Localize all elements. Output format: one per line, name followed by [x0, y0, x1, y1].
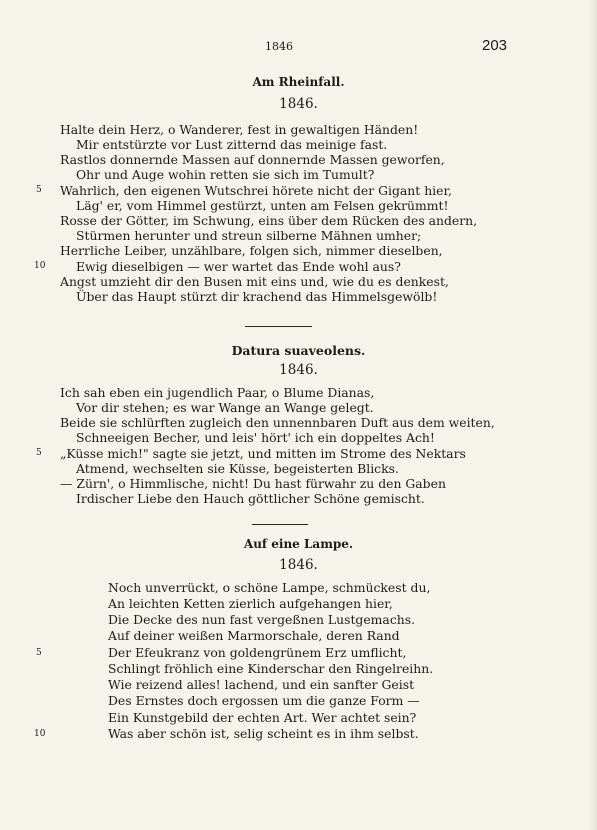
- line-number: 5: [36, 448, 42, 458]
- poem-line: Über das Haupt stürzt dir krachend das Himmelsgewölb!: [76, 289, 438, 304]
- poem-line: Läg' er, vom Himmel gestürzt, unten am Felsen gekrümmt!: [76, 198, 449, 213]
- poem-line: Schneeigen Becher, und leis' hört' ich ein doppeltes Ach!: [76, 430, 435, 445]
- page-header: [0, 37, 597, 58]
- running-header-year: 1846: [265, 40, 293, 53]
- page-number: 203: [482, 37, 508, 54]
- poem-line: Halte dein Herz, o Wanderer, fest in gewaltigen Händen!: [60, 122, 419, 137]
- page-edge-shadow: [589, 0, 597, 830]
- poem-line: Stürmen herunter und streun silberne Mähnen umher;: [76, 228, 422, 243]
- poem-year: 1846.: [279, 557, 318, 573]
- poem-line: Was aber schön ist, selig scheint es in ihm selbst.: [108, 726, 419, 741]
- poem-line: „Küsse mich!" sagte sie jetzt, und mitten im Strome des Nektars: [60, 446, 466, 461]
- line-number: 10: [34, 261, 46, 271]
- line-number: 5: [36, 185, 42, 195]
- poem-line: Angst umzieht dir den Busen mit eins und, wie du es denkest,: [60, 274, 449, 289]
- poem-line: Rastlos donnernde Massen auf donnernde Massen geworfen,: [60, 152, 445, 167]
- poem-line: Ich sah eben ein jugendlich Paar, o Blume Dianas,: [60, 385, 375, 400]
- line-number: 5: [36, 648, 42, 658]
- poem-line: Des Ernstes doch ergossen um die ganze Form —: [108, 693, 420, 708]
- poem-line: Ohr und Auge wohin retten sie sich im Tumult?: [76, 167, 375, 182]
- poem-line: Beide sie schlürften zugleich den unnennbaren Duft aus dem weiten,: [60, 415, 495, 430]
- poem-line: Ewig dieselbigen — wer wartet das Ende wohl aus?: [76, 259, 401, 274]
- poem-line: Ein Kunstgebild der echten Art. Wer achtet sein?: [108, 710, 417, 725]
- poem-line: Herrliche Leiber, unzählbare, folgen sich, nimmer dieselben,: [60, 243, 443, 258]
- poem-line: Schlingt fröhlich eine Kinderschar den Ringelreihn.: [108, 661, 434, 676]
- poem-line: — Zürn', o Himmlische, nicht! Du hast fürwahr zu den Gaben: [60, 476, 446, 491]
- poem-title: Am Rheinfall.: [252, 75, 345, 89]
- poem-year: 1846.: [279, 96, 318, 112]
- poem-line: Irdischer Liebe den Hauch göttlicher Schöne gemischt.: [76, 491, 425, 506]
- poem-line: Noch unverrückt, o schöne Lampe, schmückest du,: [108, 580, 431, 595]
- poem-line: An leichten Ketten zierlich aufgehangen hier,: [108, 596, 393, 611]
- line-number: 10: [34, 729, 46, 739]
- section-divider: [245, 326, 312, 327]
- poem-line: Wahrlich, den eigenen Wutschrei hörete nicht der Gigant hier,: [60, 183, 452, 198]
- poem-line: Wie reizend alles! lachend, und ein sanfter Geist: [108, 677, 415, 692]
- poem-line: Vor dir stehen; es war Wange an Wange gelegt.: [76, 400, 374, 415]
- poem-line: Rosse der Götter, im Schwung, eins über dem Rücken des andern,: [60, 213, 478, 228]
- poem-line: Auf deiner weißen Marmorschale, deren Rand: [108, 628, 400, 643]
- poem-line: Mir entstürzte vor Lust zitternd das meinige fast.: [76, 137, 388, 152]
- poem-line: Atmend, wechselten sie Küsse, begeisterten Blicks.: [76, 461, 399, 476]
- poem-year: 1846.: [279, 362, 318, 378]
- section-divider: [252, 524, 308, 525]
- poem-title: Datura suaveolens.: [231, 343, 366, 358]
- poem-title: Auf eine Lampe.: [243, 537, 354, 551]
- poem-line: Die Decke des nun fast vergeßnen Lustgemachs.: [108, 612, 416, 627]
- poem-line: Der Efeukranz von goldengrünem Erz umflicht,: [108, 645, 407, 660]
